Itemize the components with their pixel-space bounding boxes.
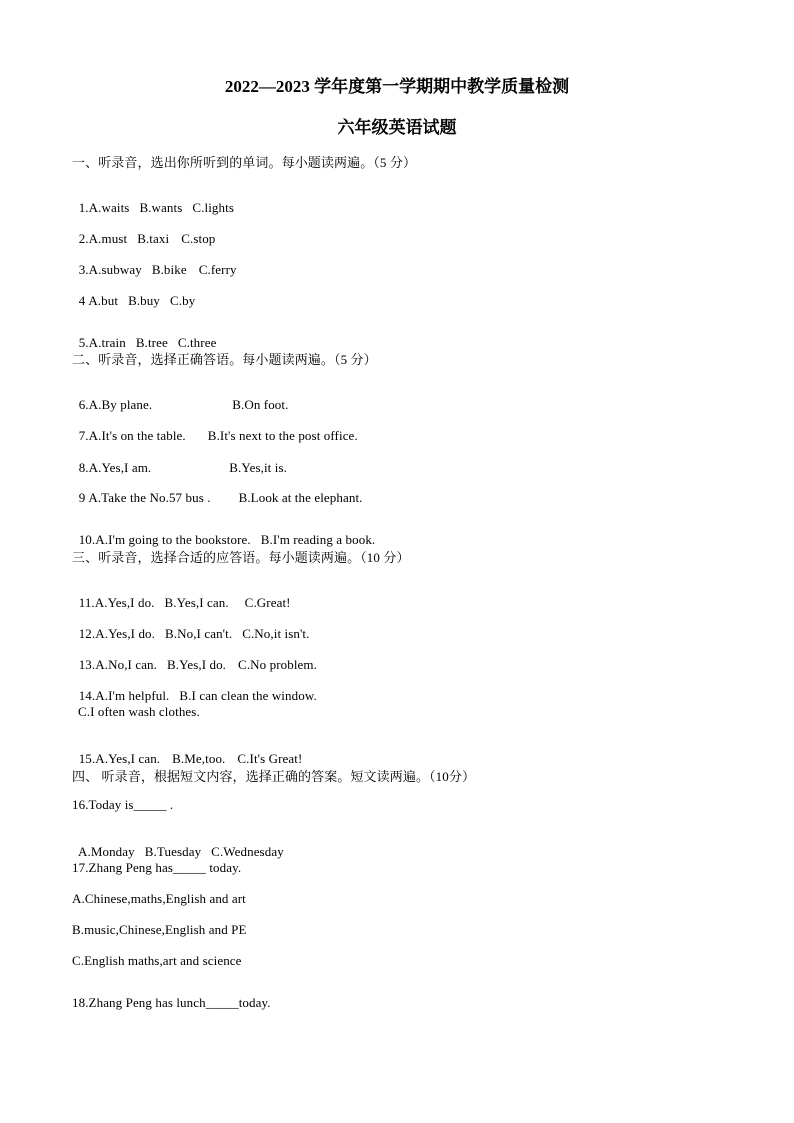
option-b: B.It's next to the post office. [207,428,358,443]
exam-subtitle: 六年级英语试题 [337,118,457,137]
question-number: 9 [78,490,86,505]
question-2 [72,215,215,247]
option-b: B.Tuesday [144,844,202,859]
option-b: B.On foot. [232,397,289,412]
question-4 [72,277,195,309]
question-number: 12. [78,626,96,641]
question-5 [72,319,216,351]
question-number: 4 [78,293,86,308]
option-a: A.waits [88,200,130,215]
question-14 [72,672,317,704]
question-number: 2. [78,231,89,246]
question-15 [72,735,302,767]
option-b: B.buy [128,293,160,308]
option-c: C.It's Great! [237,751,303,766]
option-c: C.stop [181,231,216,246]
question-number: 8. [78,460,89,475]
option-a: A.I'm helpful. [95,688,170,703]
question-number: 5. [78,335,89,350]
option-b: B.Me,too. [172,751,226,766]
option-b: B.Yes,I can. [164,595,229,610]
section-heading-4: 四、 听录音，根据短文内容，选择正确的答案。短文读两遍。（10分） [72,769,476,784]
question-17-option-c: C.English maths,art and science [72,953,242,968]
option-b: B.No,I can't. [165,626,233,641]
option-a: A.I'm going to the bookstore. [95,532,251,547]
option-b: B.taxi [137,231,170,246]
question-17: 17.Zhang Peng has_____ today. [72,860,242,875]
question-16-options [72,828,284,860]
question-3 [72,246,237,278]
section-heading-1: 一、听录音，选出你所听到的单词。每小题读两遍。（5 分） [72,155,417,170]
option-b: B.Look at the elephant. [238,490,363,505]
question-number: 11. [78,595,95,610]
question-17-option-a: A.Chinese,maths,English and art [72,891,246,906]
option-b: B.bike [151,262,187,277]
question-1 [72,184,234,216]
question-16: 16.Today is_____ . [72,797,174,812]
option-a: A.It's on the table. [88,428,186,443]
option-a: A.No,I can. [95,657,158,672]
option-c: C.three [177,335,217,350]
question-number: 1. [78,200,89,215]
option-a: A.subway [88,262,142,277]
option-a: A.must [88,231,128,246]
question-number: 10. [78,532,96,547]
option-b: B.I'm reading a book. [260,532,376,547]
option-a: A.Monday [77,844,135,859]
question-number: 15. [78,751,96,766]
option-a: A.train [88,335,126,350]
question-number: 13. [78,657,96,672]
option-a: A.Yes,I am. [88,460,152,475]
question-number: 7. [78,428,89,443]
question-12 [72,610,310,642]
question-number: 6. [78,397,89,412]
option-c: C.Wednesday [211,844,284,859]
option-b: B.Yes,it is. [229,460,287,475]
section-heading-2: 二、听录音，选择正确答语。每小题读两遍。（5 分） [72,352,377,367]
question-10 [72,516,375,548]
option-c: C.No,it isn't. [242,626,310,641]
question-7 [72,412,358,444]
question-11 [72,579,291,611]
option-b: B.tree [135,335,168,350]
option-c: C.No problem. [238,657,317,672]
option-c: C.by [169,293,196,308]
option-a: A.Yes,I do. [95,626,155,641]
option-a: A.Take the No.57 bus . [88,490,211,505]
option-b: B.wants [139,200,183,215]
option-a: A.Yes,I can. [95,751,161,766]
section-heading-3: 三、听录音，选择合适的应答语。每小题读两遍。（10 分） [72,550,410,565]
option-b: B.I can clean the window. [179,688,317,703]
question-18: 18.Zhang Peng has lunch_____today. [72,995,271,1010]
question-6 [72,381,288,413]
option-a: A.but [88,293,119,308]
question-number: 14. [78,688,96,703]
question-17-option-b: B.music,Chinese,English and PE [72,922,247,937]
option-c: C.lights [192,200,235,215]
exam-title: 2022—2023 学年度第一学期期中教学质量检测 [224,77,570,96]
question-8 [72,444,287,476]
question-number: 3. [78,262,89,277]
option-a: A.By plane. [88,397,153,412]
question-13 [72,641,317,673]
option-a: A.Yes,I do. [94,595,155,610]
question-9 [72,474,363,506]
option-b: B.Yes,I do. [167,657,227,672]
question-14-option-c: C.I often wash clothes. [78,704,200,719]
option-c: C.ferry [198,262,237,277]
option-c: C.Great! [244,595,291,610]
